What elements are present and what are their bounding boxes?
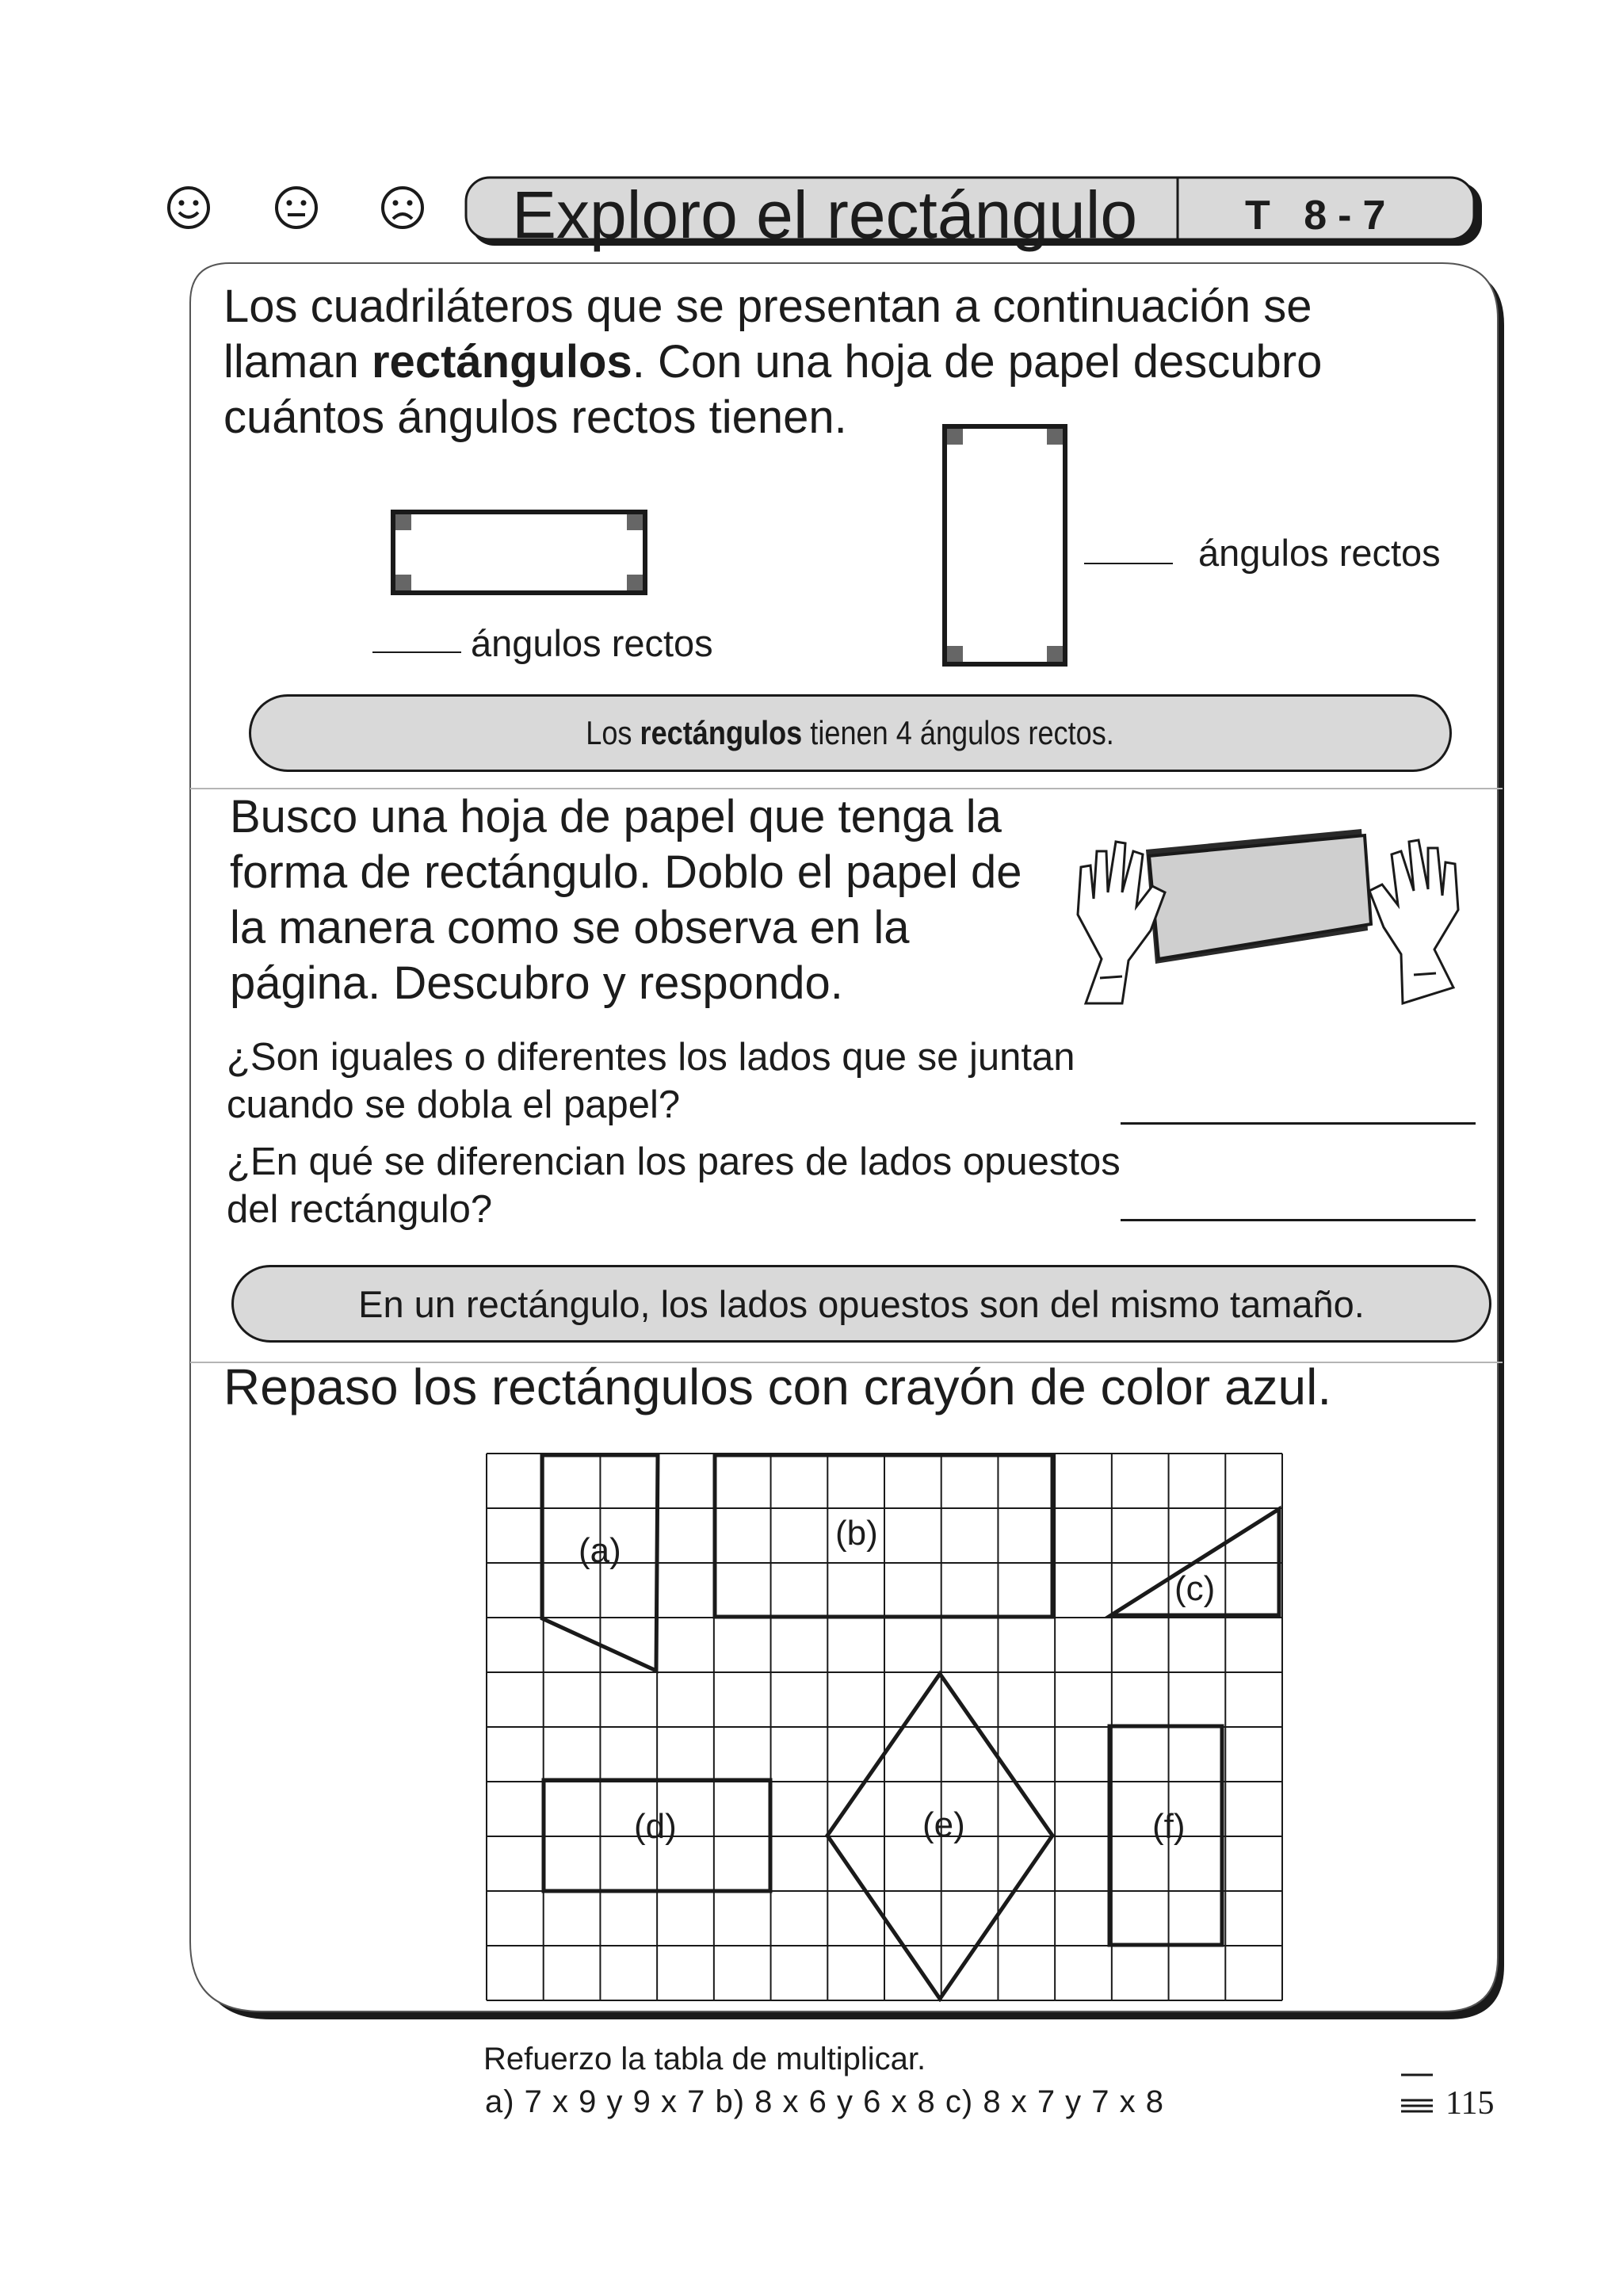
coloring-instructions: Repaso los rectángulos con crayón de color azul. <box>223 1358 1332 1415</box>
lesson-code: T 8-7 <box>1245 193 1397 239</box>
question-1-answer-line[interactable] <box>1121 1122 1476 1125</box>
page-number: 115 <box>1445 2085 1495 2122</box>
intro-text-2: . Con una hoja de papel descubro cuántos ángulos rectos tienen. <box>223 336 1323 443</box>
intro-bold: rectángulos <box>371 336 632 388</box>
neutral-face-icon[interactable] <box>273 184 320 231</box>
hands-folding-paper-illustration <box>1070 819 1474 1010</box>
folding-instructions: Busco una hoja de papel que tenga la forma de rectángulo. Doblo el papel de la manera como se observa en la página. Descubro y respondo. <box>230 791 1022 1009</box>
shape-label-c: (c) <box>1174 1569 1216 1608</box>
right-angles-label-left: ángulos rectos <box>471 622 713 664</box>
happy-face-icon[interactable] <box>165 184 212 231</box>
right-angles-answer-blank-right[interactable] <box>1084 563 1173 564</box>
shape-label-d: (d) <box>634 1807 677 1846</box>
right-angles-label-right: ángulos rectos <box>1198 532 1441 574</box>
intro-paragraph <box>223 279 1460 445</box>
question-2-answer-line[interactable] <box>1121 1219 1476 1221</box>
shape-label-b: (b) <box>835 1514 878 1553</box>
shape-label-e: (e) <box>922 1805 965 1844</box>
page-number-icon <box>1400 2072 1434 2116</box>
shape-label-a: (a) <box>579 1531 621 1570</box>
intro-text-1: Los cuadriláteros que se presentan a continuación se llaman <box>223 281 1312 388</box>
question-2: ¿En qué se diferencian los pares de lados opuestos del rectángulo? <box>227 1140 1121 1231</box>
title-bar <box>464 176 1487 252</box>
footer-title: Refuerzo la tabla de multiplicar. <box>483 2042 926 2076</box>
conclusion-text-2: En un rectángulo, los lados opuestos son del mismo tamaño. <box>358 1282 1365 1325</box>
shape-label-f: (f) <box>1152 1807 1186 1846</box>
conclusion-pill-2 <box>231 1265 1491 1343</box>
right-angles-answer-blank-left[interactable] <box>372 651 461 653</box>
sad-face-icon[interactable] <box>379 184 426 231</box>
vertical-rectangle-figure <box>941 423 1070 670</box>
horizontal-rectangle-figure <box>390 509 650 598</box>
conclusion-pill-1 <box>249 694 1452 772</box>
footer-exercises: a) 7 x 9 y 9 x 7 b) 8 x 6 y 6 x 8 c) 8 x 7 y 7 x 8 <box>485 2084 1165 2119</box>
conclusion-text-1: Los rectángulos tienen 4 ángulos rectos. <box>586 714 1115 751</box>
page-title: Exploro el rectángulo <box>512 178 1138 252</box>
question-1: ¿Son iguales o diferentes los lados que se juntan cuando se dobla el papel? <box>227 1036 1075 1126</box>
